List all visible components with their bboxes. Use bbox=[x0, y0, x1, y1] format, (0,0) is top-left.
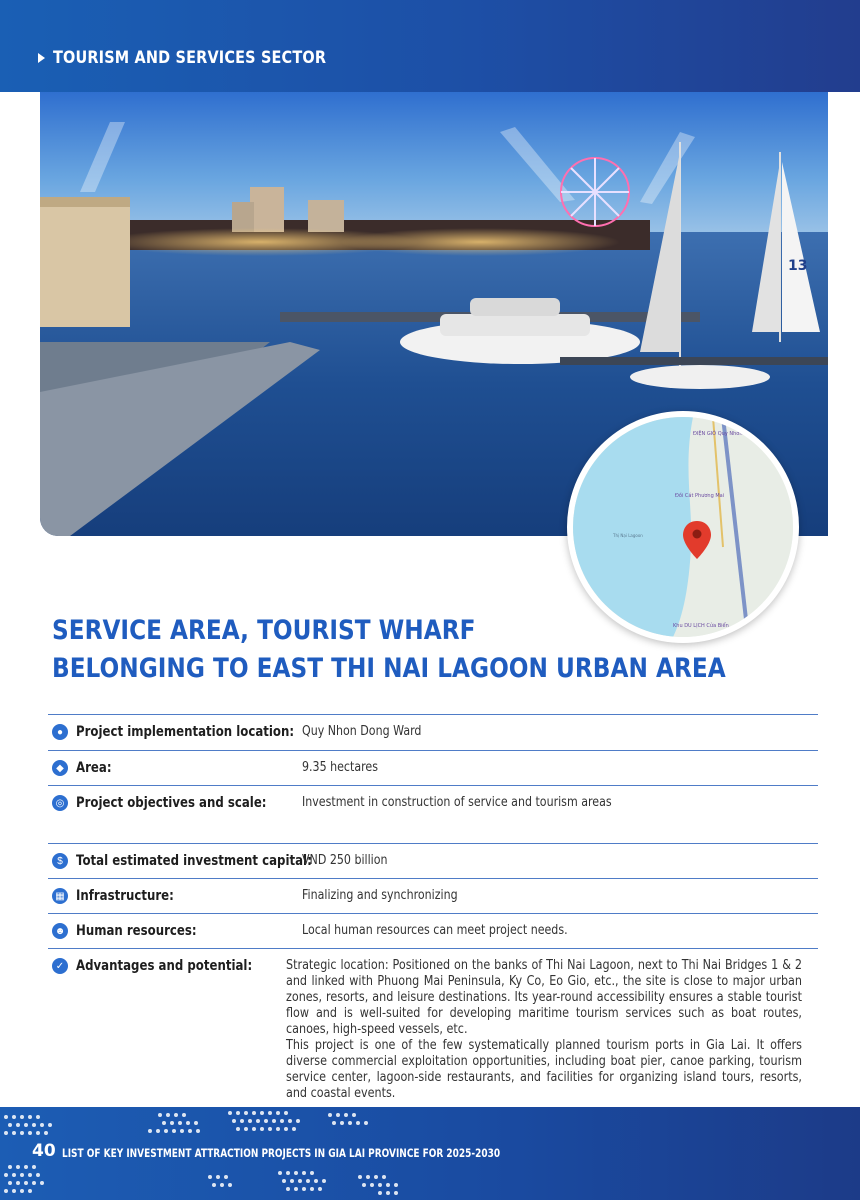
project-title-line-2: BELONGING TO EAST THI NAI LAGOON URBAN AREA bbox=[52, 653, 726, 684]
row-label: Project objectives and scale: bbox=[76, 795, 267, 811]
location-map bbox=[567, 411, 799, 643]
sector-heading bbox=[38, 48, 374, 68]
footer-publication-title: LIST OF KEY INVESTMENT ATTRACTION PROJECTS IN GIA LAI PROVINCE FOR 2025-2030 bbox=[62, 1146, 501, 1160]
map-label-resort: Khu DU LỊCH Cửa Biển bbox=[673, 623, 729, 629]
advantages-paragraph-2: This project is one of the few systematically planned tourism ports in Gia Lai. It offers diverse commercial exploitation opportunities, including boat pier, canoe parking, tourism service center, lagoon-side restaurants, and facilities for organizing island tours, resorts, and coastal events. bbox=[285, 1038, 802, 1101]
row-label: Total estimated investment capital: bbox=[76, 853, 312, 869]
sector-title: TOURISM AND SERVICES SECTOR bbox=[53, 48, 327, 68]
row-location bbox=[48, 714, 818, 750]
row-objectives bbox=[48, 785, 818, 843]
row-value: Investment in construction of service and tourism areas bbox=[302, 795, 612, 810]
row-label: Infrastructure: bbox=[76, 888, 174, 904]
row-value: 9.35 hectares bbox=[302, 760, 378, 775]
row-advantages bbox=[48, 948, 818, 1101]
row-value: Quy Nhon Dong Ward bbox=[302, 724, 422, 739]
advantages-paragraph-1: Strategic location: Positioned on the banks of Thi Nai Lagoon, next to Thi Nai Bridges 1 & 2 and linked with Phuong Mai Peninsula, Ky Co, Eo Gio, etc., the site is close to major urban zones, resorts, and leisure destinations. Its year-round accessibility ensures a stable tourist flow and is well-suited for developing maritime tourism services such as boat routes, canoes, high-speed vessels, etc. bbox=[285, 958, 802, 1037]
triangle-bullet-icon bbox=[38, 53, 45, 63]
target-icon: ◎ bbox=[52, 795, 68, 811]
row-human-resources bbox=[48, 913, 818, 948]
row-label: Human resources: bbox=[76, 923, 197, 939]
project-title-line-1: SERVICE AREA, TOURIST WHARF bbox=[52, 615, 476, 646]
map-label-wind: ĐIỆN GIÓ Quy Nhơn bbox=[693, 431, 743, 437]
row-value: VND 250 billion bbox=[302, 853, 388, 868]
map-label-lagoon: Thị Nại Lagoon bbox=[613, 533, 643, 538]
row-value: Finalizing and synchronizing bbox=[302, 888, 458, 903]
area-icon: ◆ bbox=[52, 760, 68, 776]
row-capital bbox=[48, 843, 818, 878]
boat-number: 13 bbox=[788, 258, 808, 274]
header-band bbox=[0, 0, 860, 92]
row-label: Area: bbox=[76, 760, 112, 776]
location-pin-icon: ● bbox=[52, 724, 68, 740]
row-area bbox=[48, 750, 818, 785]
map-label-dunes: Đồi Cát Phương Mai bbox=[675, 493, 725, 499]
money-bag-icon: $ bbox=[52, 853, 68, 869]
row-infrastructure bbox=[48, 878, 818, 913]
person-icon: ☻ bbox=[52, 923, 68, 939]
check-icon: ✓ bbox=[52, 958, 68, 974]
row-value: Local human resources can meet project needs. bbox=[302, 923, 568, 938]
project-title bbox=[52, 612, 726, 688]
project-info-table bbox=[48, 714, 818, 1101]
row-label: Advantages and potential: bbox=[76, 958, 253, 974]
row-label: Project implementation location: bbox=[76, 724, 295, 740]
page-number: 40 bbox=[32, 1141, 56, 1161]
infrastructure-icon: ▦ bbox=[52, 888, 68, 904]
